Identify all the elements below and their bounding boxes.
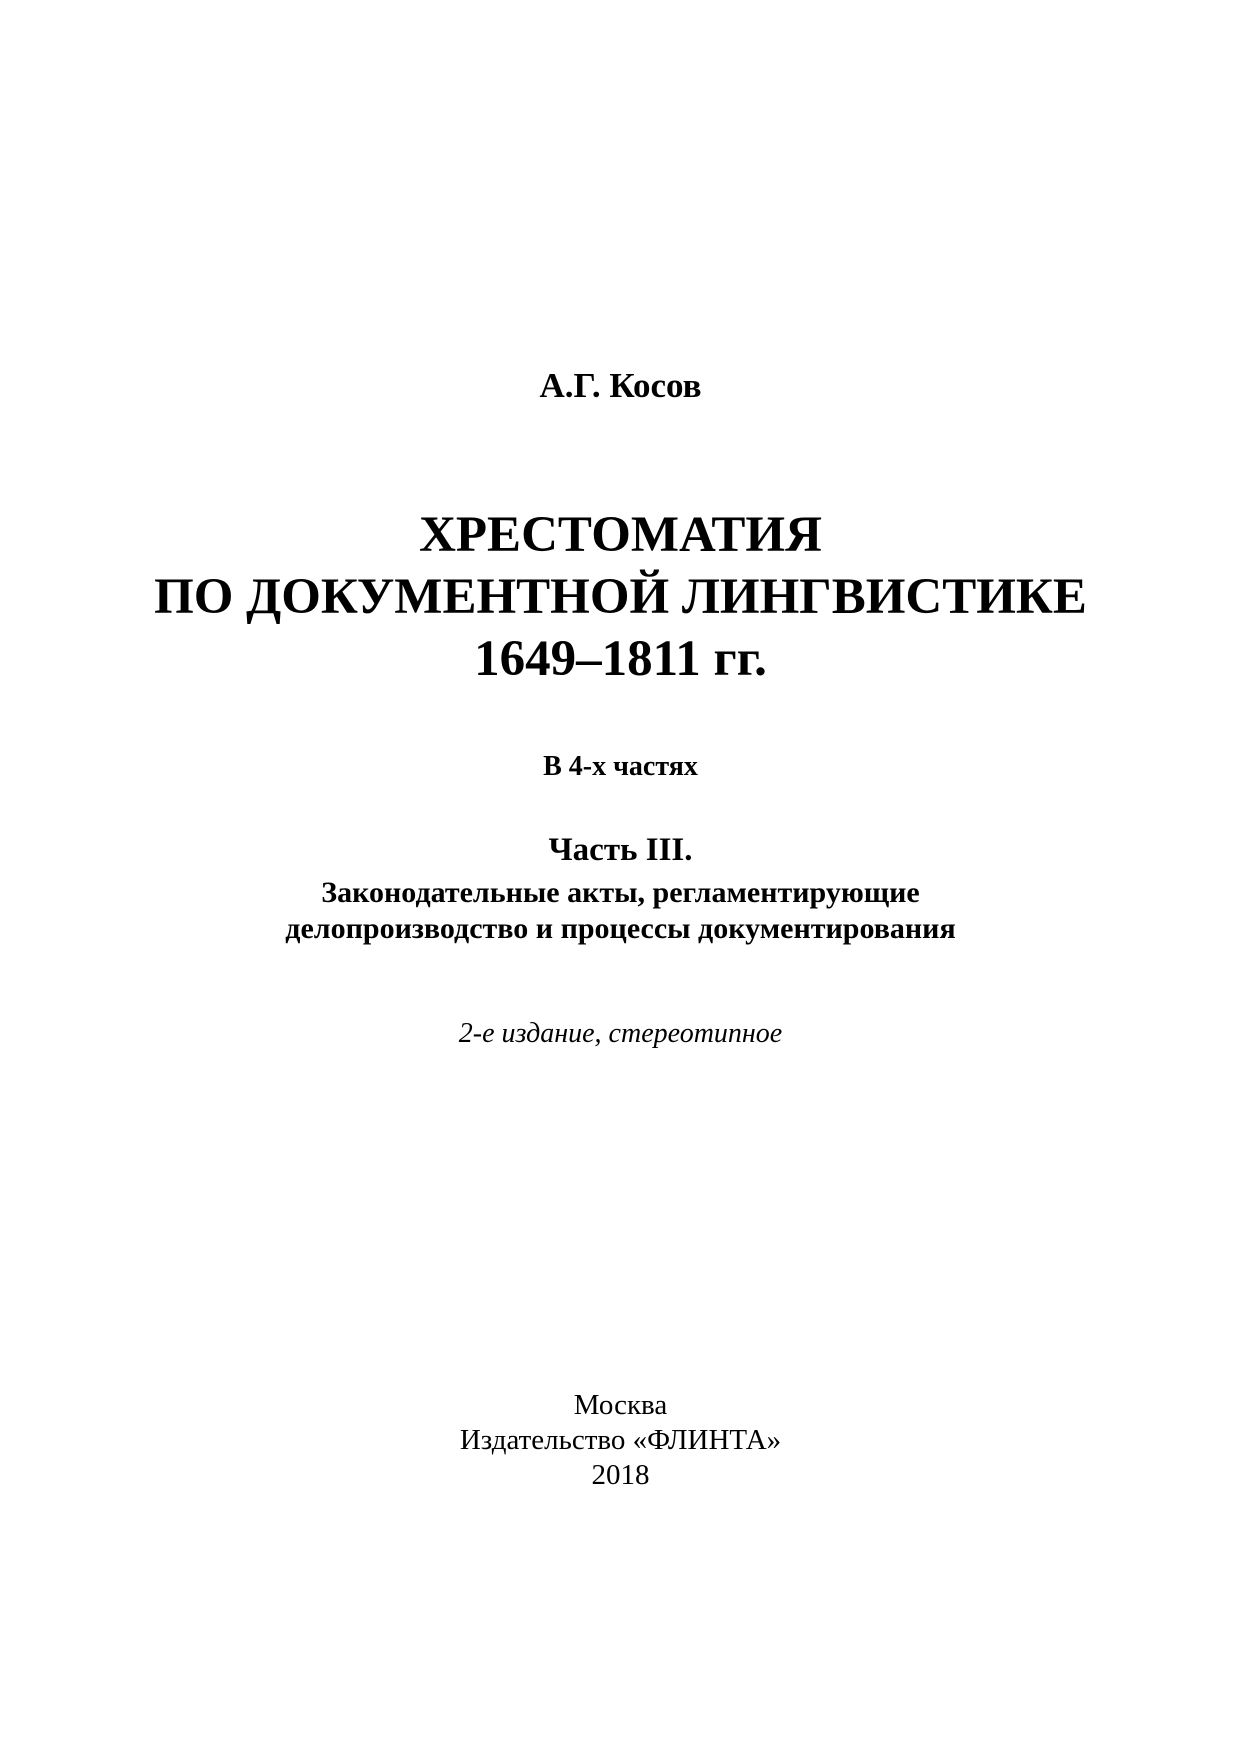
part-name-line-1: Законодательные акты, регламентирующие (321, 876, 920, 909)
imprint-year: 2018 (591, 1459, 650, 1491)
author-name: А.Г. Косов (539, 366, 702, 405)
imprint-publisher: Издательство «ФЛИНТА» (459, 1424, 782, 1456)
part-name-line-2: делопроизводство и процессы документирования (285, 912, 956, 945)
book-title-line-3: 1649–1811 гг. (474, 631, 767, 687)
edition-note: 2-е издание, стереотипное (458, 1018, 783, 1049)
part-label: Часть III. (548, 832, 693, 868)
book-title-line-1: ХРЕСТОМАТИЯ (419, 507, 822, 563)
book-title-line-2: ПО ДОКУМЕНТНОЙ ЛИНГВИСТИКЕ (154, 569, 1087, 625)
imprint-city: Москва (573, 1389, 668, 1421)
parts-note: В 4-х частях (543, 751, 698, 782)
